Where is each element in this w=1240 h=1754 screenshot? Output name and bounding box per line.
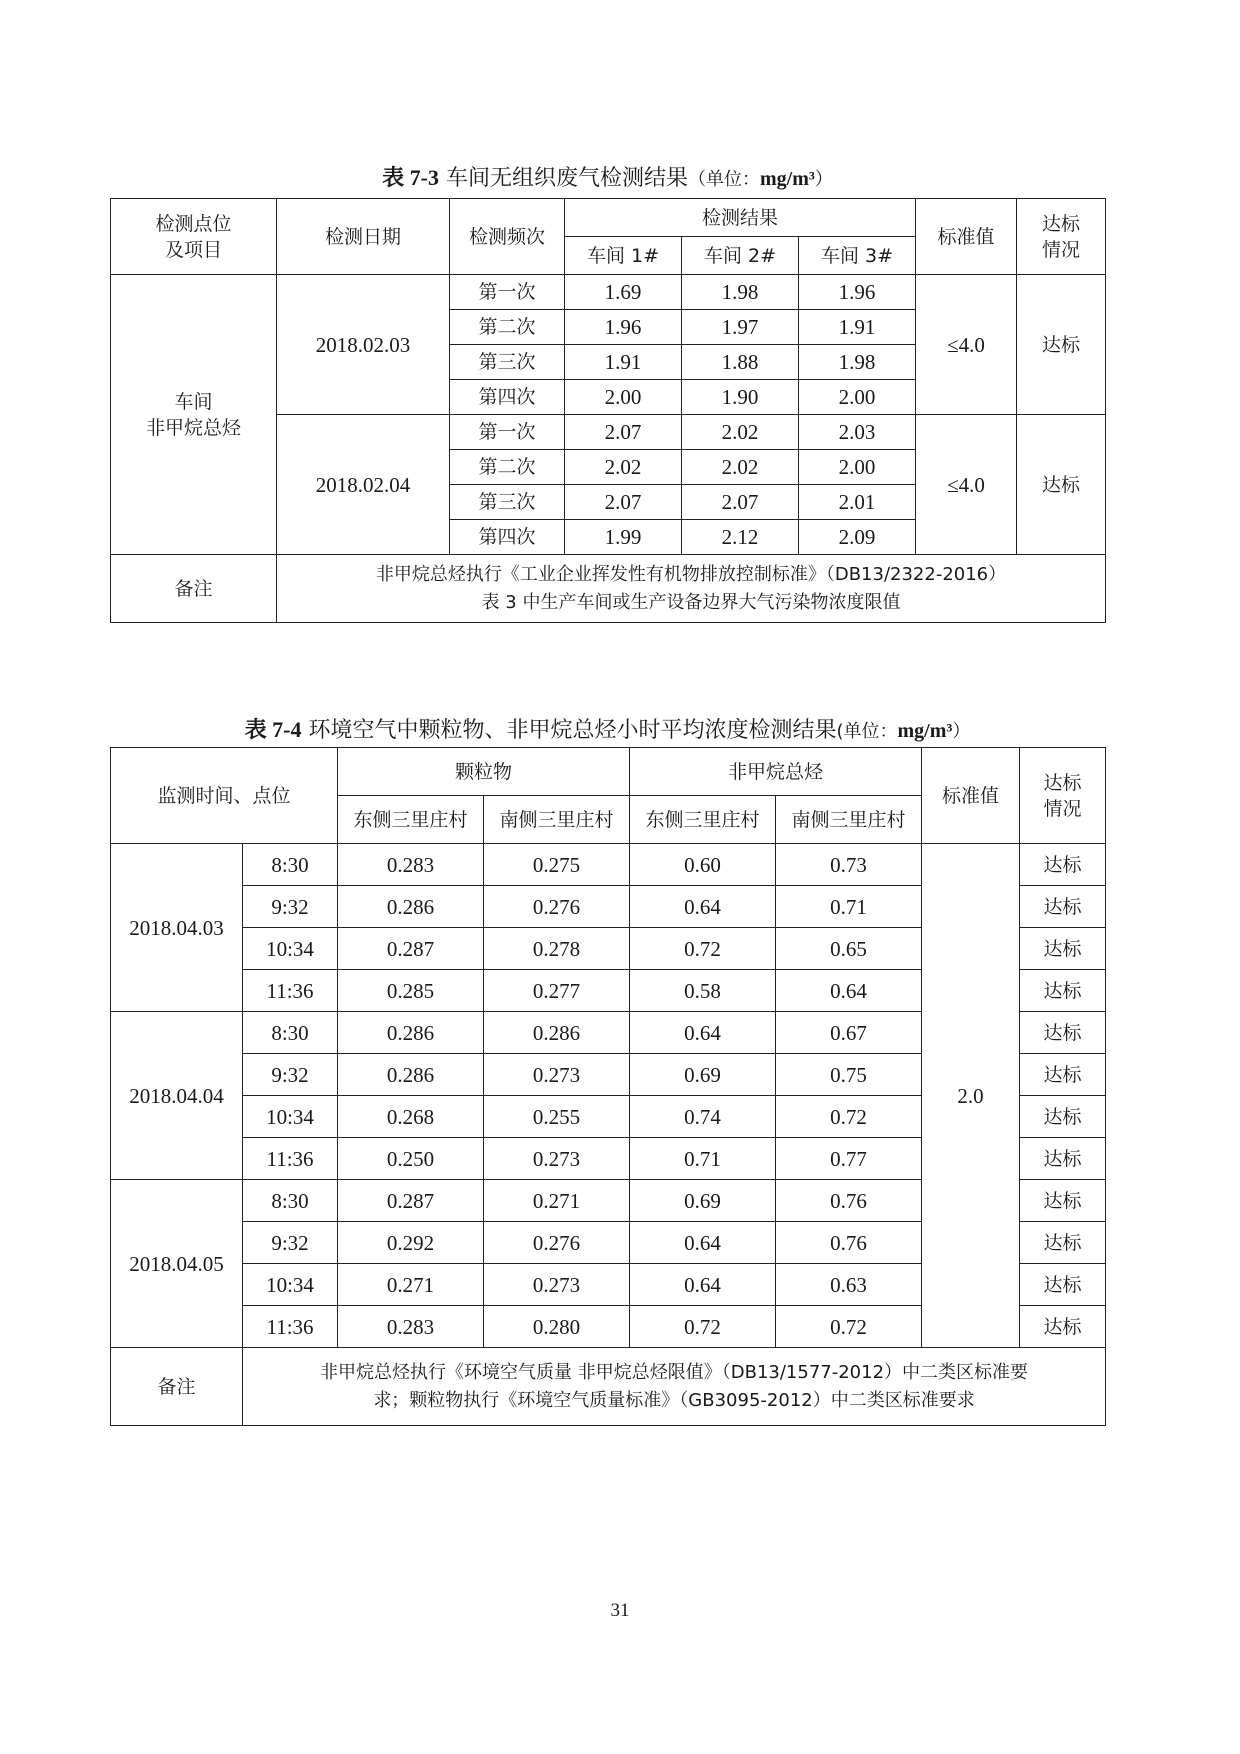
value-cell: 1.69 <box>565 275 682 310</box>
value-cell: 0.64 <box>776 970 922 1012</box>
time-cell: 10:34 <box>243 1096 338 1138</box>
remark-row <box>111 1348 1106 1426</box>
compliance-cell: 达标 <box>1020 844 1106 886</box>
value-cell: 1.98 <box>682 275 799 310</box>
value-cell: 0.72 <box>630 928 776 970</box>
header-standard: 标准值 <box>922 748 1020 844</box>
value-cell: 1.96 <box>565 310 682 345</box>
value-cell: 0.65 <box>776 928 922 970</box>
time-cell: 11:36 <box>243 970 338 1012</box>
frequency-cell: 第四次 <box>450 520 565 555</box>
value-cell: 1.91 <box>799 310 916 345</box>
compliance-cell: 达标 <box>1020 1054 1106 1096</box>
value-cell: 0.64 <box>630 1222 776 1264</box>
header-site: 东侧三里庄村 <box>630 796 776 844</box>
value-cell: 0.73 <box>776 844 922 886</box>
table2-caption-unit: (单位：mg/m³） <box>836 720 971 742</box>
standard-cell: 2.0 <box>922 844 1020 1348</box>
value-cell: 0.273 <box>484 1264 630 1306</box>
value-cell: 0.275 <box>484 844 630 886</box>
value-cell: 0.72 <box>776 1306 922 1348</box>
compliance-cell: 达标 <box>1020 886 1106 928</box>
value-cell: 0.72 <box>630 1306 776 1348</box>
remark-text: 非甲烷总烃执行《工业企业挥发性有机物排放控制标准》（DB13/2322-2016） 表 3 中生产车间或生产设备边界大气污染物浓度限值 <box>277 555 1106 623</box>
table2-caption <box>110 713 1105 744</box>
value-cell: 0.75 <box>776 1054 922 1096</box>
value-cell: 1.98 <box>799 345 916 380</box>
item-name: 车间 非甲烷总烃 <box>111 275 277 555</box>
value-cell: 2.00 <box>799 380 916 415</box>
value-cell: 0.250 <box>338 1138 484 1180</box>
frequency-cell: 第二次 <box>450 450 565 485</box>
value-cell: 0.71 <box>776 886 922 928</box>
time-cell: 10:34 <box>243 928 338 970</box>
header-time-point: 监测时间、点位 <box>111 748 338 844</box>
header-workshop: 车间 2# <box>682 237 799 275</box>
time-cell: 9:32 <box>243 886 338 928</box>
time-cell: 8:30 <box>243 1012 338 1054</box>
value-cell: 0.280 <box>484 1306 630 1348</box>
time-cell: 9:32 <box>243 1222 338 1264</box>
table1-caption-unit: （单位：mg/m³） <box>687 168 833 190</box>
table1-caption <box>110 161 1105 192</box>
header-site: 东侧三里庄村 <box>338 796 484 844</box>
table2 <box>110 747 1106 1426</box>
value-cell: 0.276 <box>484 1222 630 1264</box>
compliance-cell: 达标 <box>1020 1096 1106 1138</box>
table-row <box>111 844 1106 886</box>
standard-cell: ≤4.0 <box>916 415 1017 555</box>
value-cell: 0.67 <box>776 1012 922 1054</box>
time-cell: 8:30 <box>243 844 338 886</box>
value-cell: 0.64 <box>630 1012 776 1054</box>
page-number: 31 <box>610 1600 630 1621</box>
table1-caption-title: 车间无组织废气检测结果 <box>445 166 688 191</box>
header-workshop: 车间 1# <box>565 237 682 275</box>
header-row <box>111 748 1106 796</box>
value-cell: 2.01 <box>799 485 916 520</box>
compliance-cell: 达标 <box>1020 1306 1106 1348</box>
table-row <box>111 275 1106 310</box>
value-cell: 0.287 <box>338 1180 484 1222</box>
header-compliance: 达标 情况 <box>1017 199 1106 275</box>
value-cell: 0.58 <box>630 970 776 1012</box>
value-cell: 0.276 <box>484 886 630 928</box>
value-cell: 0.277 <box>484 970 630 1012</box>
value-cell: 0.71 <box>630 1138 776 1180</box>
value-cell: 0.76 <box>776 1222 922 1264</box>
value-cell: 0.69 <box>630 1054 776 1096</box>
table2-caption-label: 表 7-4 <box>244 717 302 742</box>
remark-label: 备注 <box>111 555 277 623</box>
value-cell: 0.271 <box>484 1180 630 1222</box>
time-cell: 11:36 <box>243 1306 338 1348</box>
value-cell: 2.03 <box>799 415 916 450</box>
value-cell: 2.00 <box>799 450 916 485</box>
time-cell: 10:34 <box>243 1264 338 1306</box>
value-cell: 2.02 <box>565 450 682 485</box>
compliance-cell: 达标 <box>1017 275 1106 415</box>
header-point-item: 检测点位 及项目 <box>111 199 277 275</box>
value-cell: 0.64 <box>630 886 776 928</box>
value-cell: 2.02 <box>682 415 799 450</box>
compliance-cell: 达标 <box>1020 1264 1106 1306</box>
value-cell: 0.292 <box>338 1222 484 1264</box>
header-particulate: 颗粒物 <box>338 748 630 796</box>
date-cell: 2018.04.04 <box>111 1012 243 1180</box>
value-cell: 2.07 <box>565 415 682 450</box>
header-standard: 标准值 <box>916 199 1017 275</box>
value-cell: 0.255 <box>484 1096 630 1138</box>
value-cell: 0.76 <box>776 1180 922 1222</box>
header-nmhc: 非甲烷总烃 <box>630 748 922 796</box>
value-cell: 0.287 <box>338 928 484 970</box>
value-cell: 0.69 <box>630 1180 776 1222</box>
value-cell: 1.88 <box>682 345 799 380</box>
frequency-cell: 第三次 <box>450 485 565 520</box>
frequency-cell: 第二次 <box>450 310 565 345</box>
value-cell: 0.77 <box>776 1138 922 1180</box>
compliance-cell: 达标 <box>1020 1012 1106 1054</box>
table1-caption-label: 表 7-3 <box>382 165 439 190</box>
value-cell: 2.12 <box>682 520 799 555</box>
value-cell: 1.97 <box>682 310 799 345</box>
header-compliance: 达标 情况 <box>1020 748 1106 844</box>
table1 <box>110 198 1106 623</box>
value-cell: 0.63 <box>776 1264 922 1306</box>
value-cell: 0.268 <box>338 1096 484 1138</box>
value-cell: 0.286 <box>338 1054 484 1096</box>
value-cell: 0.74 <box>630 1096 776 1138</box>
value-cell: 0.285 <box>338 970 484 1012</box>
standard-cell: ≤4.0 <box>916 275 1017 415</box>
value-cell: 1.91 <box>565 345 682 380</box>
value-cell: 0.273 <box>484 1138 630 1180</box>
value-cell: 0.72 <box>776 1096 922 1138</box>
value-cell: 0.273 <box>484 1054 630 1096</box>
time-cell: 8:30 <box>243 1180 338 1222</box>
value-cell: 0.60 <box>630 844 776 886</box>
frequency-cell: 第一次 <box>450 415 565 450</box>
value-cell: 0.64 <box>630 1264 776 1306</box>
date-cell: 2018.04.05 <box>111 1180 243 1348</box>
remark-row <box>111 555 1106 623</box>
value-cell: 1.99 <box>565 520 682 555</box>
value-cell: 0.286 <box>338 1012 484 1054</box>
header-results: 检测结果 <box>565 199 916 237</box>
value-cell: 2.00 <box>565 380 682 415</box>
compliance-cell: 达标 <box>1020 1180 1106 1222</box>
header-date: 检测日期 <box>277 199 450 275</box>
frequency-cell: 第三次 <box>450 345 565 380</box>
header-workshop: 车间 3# <box>799 237 916 275</box>
value-cell: 0.286 <box>484 1012 630 1054</box>
header-frequency: 检测频次 <box>450 199 565 275</box>
header-site: 南侧三里庄村 <box>776 796 922 844</box>
value-cell: 1.90 <box>682 380 799 415</box>
value-cell: 0.271 <box>338 1264 484 1306</box>
value-cell: 0.286 <box>338 886 484 928</box>
remark-label: 备注 <box>111 1348 243 1426</box>
compliance-cell: 达标 <box>1020 970 1106 1012</box>
compliance-cell: 达标 <box>1020 1138 1106 1180</box>
value-cell: 2.02 <box>682 450 799 485</box>
date-cell: 2018.02.03 <box>277 275 450 415</box>
compliance-cell: 达标 <box>1020 1222 1106 1264</box>
value-cell: 0.283 <box>338 1306 484 1348</box>
compliance-cell: 达标 <box>1017 415 1106 555</box>
value-cell: 2.07 <box>682 485 799 520</box>
table2-caption-title: 环境空气中颗粒物、非甲烷总烃小时平均浓度检测结果 <box>308 718 837 743</box>
value-cell: 0.278 <box>484 928 630 970</box>
frequency-cell: 第四次 <box>450 380 565 415</box>
value-cell: 0.283 <box>338 844 484 886</box>
frequency-cell: 第一次 <box>450 275 565 310</box>
remark-text: 非甲烷总烃执行《环境空气质量 非甲烷总烃限值》（DB13/1577-2012）中二类区标准要 求；颗粒物执行《环境空气质量标准》（GB3095-2012）中二类区标准要求 <box>243 1348 1106 1426</box>
time-cell: 11:36 <box>243 1138 338 1180</box>
time-cell: 9:32 <box>243 1054 338 1096</box>
value-cell: 2.07 <box>565 485 682 520</box>
header-site: 南侧三里庄村 <box>484 796 630 844</box>
compliance-cell: 达标 <box>1020 928 1106 970</box>
value-cell: 1.96 <box>799 275 916 310</box>
header-row <box>111 199 1106 237</box>
date-cell: 2018.02.04 <box>277 415 450 555</box>
date-cell: 2018.04.03 <box>111 844 243 1012</box>
value-cell: 2.09 <box>799 520 916 555</box>
